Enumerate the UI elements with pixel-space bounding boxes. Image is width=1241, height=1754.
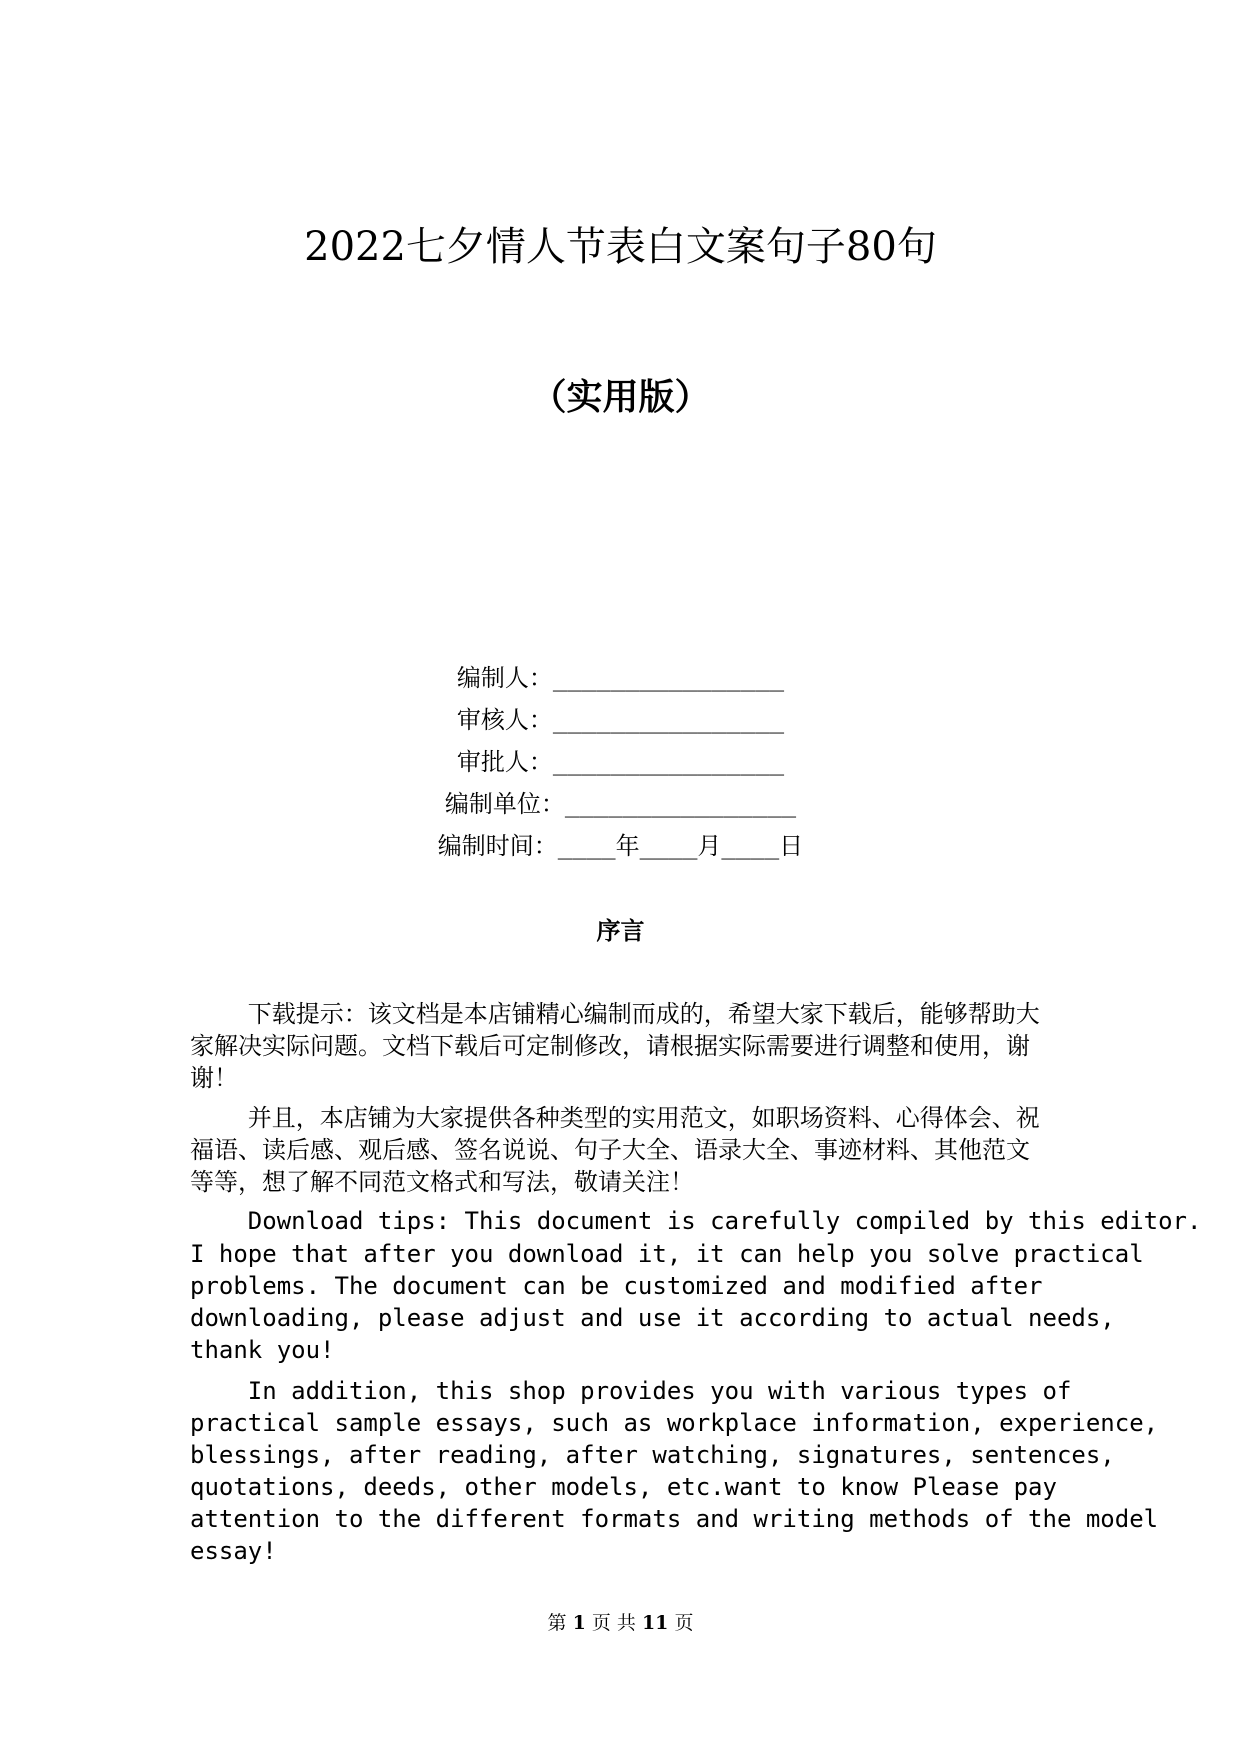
preface-heading: 序言 (596, 917, 645, 945)
sign-field-date: 编制时间：____年____月____日 (437, 832, 804, 860)
preface-line: 等等，想了解不同范文格式和写法，敬请关注！ (190, 1168, 694, 1196)
sign-field-compiler: 编制人：________________ (456, 664, 785, 692)
preface-line: attention to the different formats and writing methods of the model (190, 1505, 1159, 1533)
document-title: 2022七夕情人节表白文案句子80句 (304, 224, 937, 270)
preface-line: 谢！ (190, 1064, 238, 1092)
preface-line: downloading, please adjust and use it according to actual needs, (190, 1304, 1115, 1332)
preface-line: quotations, deeds, other models, etc.want to know Please pay (190, 1473, 1057, 1501)
page-footer (0, 1610, 1241, 1636)
preface-line: blessings, after reading, after watching, signatures, sentences, (190, 1441, 1115, 1469)
total-pages-number: 11 (641, 1612, 669, 1634)
sign-field-reviewer: 审核人：________________ (456, 706, 785, 734)
footer-middle: 页 共 (585, 1612, 642, 1634)
preface-line: 家解决实际问题。文档下载后可定制修改，请根据实际需要进行调整和使用，谢 (190, 1032, 1030, 1060)
sign-field-approver: 审批人：________________ (456, 748, 785, 776)
current-page-number: 1 (572, 1612, 586, 1634)
sign-field-unit: 编制单位：________________ (444, 790, 797, 818)
preface-line: 并且，本店铺为大家提供各种类型的实用范文，如职场资料、心得体会、祝 (190, 1104, 1040, 1132)
preface-line: 福语、读后感、观后感、签名说说、句子大全、语录大全、事迹材料、其他范文 (190, 1136, 1030, 1164)
preface-line: thank you! (190, 1336, 335, 1364)
preface-line: problems. The document can be customized and modified after (190, 1272, 1043, 1300)
preface-line: practical sample essays, such as workplace information, experience, (190, 1409, 1159, 1437)
preface-line: essay! (190, 1537, 277, 1565)
footer-suffix: 页 (668, 1612, 694, 1634)
document-subtitle: （实用版） (530, 376, 711, 418)
footer-prefix: 第 (547, 1612, 573, 1634)
preface-line: In addition, this shop provides you with various types of (190, 1377, 1072, 1405)
preface-line: 下载提示：该文档是本店铺精心编制而成的，希望大家下载后，能够帮助大 (190, 1000, 1040, 1028)
preface-line: Download tips: This document is carefully compiled by this editor. (190, 1207, 1202, 1235)
preface-line: I hope that after you download it, it can help you solve practical (190, 1240, 1144, 1268)
